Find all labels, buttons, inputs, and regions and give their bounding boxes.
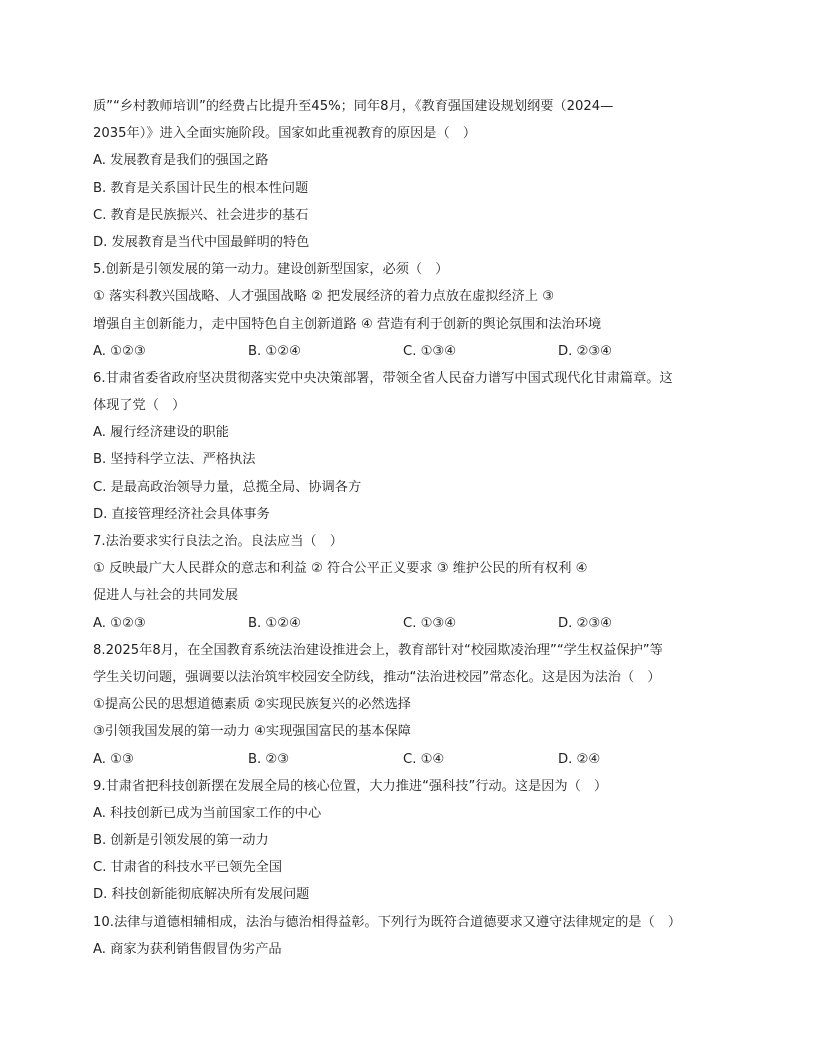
q5-options [93, 338, 733, 365]
q7-statements-line-1: ① 反映最广大人民群众的意志和利益 ② 符合公平正义要求 ③ 维护公民的所有权利 ④ [93, 561, 588, 577]
q7-statements-line-2: 促进人与社会的共同发展 [93, 588, 239, 604]
q8-options [93, 746, 733, 773]
q10-stem: 10.法律与道德相辅相成，法治与德治相得益彰。下列行为既符合道德要求又遵守法律规定的是（ ） [93, 914, 682, 930]
q9-stem: 9.甘肃省把科技创新摆在发展全局的核心位置，大力推进“强科技”行动。这是因为（ ） [93, 778, 608, 794]
q7-option-c: C. ①③④ [403, 615, 457, 631]
q5-option-c: C. ①③④ [403, 343, 457, 359]
q6-stem-line-1: 6.甘肃省委省政府坚决贯彻落实党中央决策部署，带领全省人民奋力谱写中国式现代化甘肃篇章。这 [93, 370, 673, 386]
q4-option-c: C. 教育是民族振兴、社会进步的基石 [93, 207, 309, 223]
q7-option-d: D. ②③④ [558, 615, 613, 631]
q5-stem: 5.创新是引领发展的第一动力。建设创新型国家，必须（ ） [93, 262, 449, 278]
q7-option-a: A. ①②③ [93, 615, 146, 631]
q10-option-a: A. 商家为获利销售假冒伪劣产品 [93, 941, 282, 957]
q8-statements-line-1: ①提高公民的思想道德素质 ②实现民族复兴的必然选择 [93, 697, 411, 713]
q5-option-b: B. ①②④ [248, 343, 301, 359]
q4-stem-line-1: 质”“乡村教师培训”的经费占比提升至45%；同年8月，《教育强国建设规划纲要（2024— [93, 99, 614, 114]
question-list [93, 93, 733, 963]
q6-option-c: C. 是最高政治领导力量，总揽全局、协调各方 [93, 479, 362, 495]
q6-option-d: D. 直接管理经济社会具体事务 [93, 506, 270, 522]
q6-option-a: A. 履行经济建设的职能 [93, 425, 229, 441]
q9-option-a: A. 科技创新已成为当前国家工作的中心 [93, 805, 322, 821]
q8-option-c: C. ①④ [403, 751, 445, 767]
q9-option-c: C. 甘肃省的科技水平已领先全国 [93, 860, 283, 876]
q6-option-b: B. 坚持科学立法、严格执法 [93, 452, 256, 468]
q5-option-a: A. ①②③ [93, 343, 146, 359]
q8-stem-line-1: 8.2025年8月，在全国教育系统法治建设推进会上，教育部针对“校园欺凌治理”“学生权益保护”等 [93, 642, 663, 658]
q8-stem-line-2: 学生关切问题，强调要以法治筑牢校园安全防线，推动“法治进校园”常态化。这是因为法治（ ） [93, 669, 661, 685]
q5-statements-line-2: 增强自主创新能力，走中国特色自主创新道路 ④ 营造有利于创新的舆论氛围和法治环境 [93, 316, 602, 332]
q9-option-b: B. 创新是引领发展的第一动力 [93, 833, 269, 849]
q6-stem-line-2: 体现了党（ ） [93, 398, 186, 414]
q7-option-b: B. ①②④ [248, 615, 301, 631]
q4-option-a: A. 发展教育是我们的强国之路 [93, 153, 269, 169]
q4-option-d: D. 发展教育是当代中国最鲜明的特色 [93, 234, 310, 250]
q4-stem-line-2: 2035年）》进入全面实施阶段。国家如此重视教育的原因是（ ） [93, 126, 477, 142]
q5-option-d: D. ②③④ [558, 343, 613, 359]
q8-option-d: D. ②④ [558, 751, 601, 767]
q7-stem: 7.法治要求实行良法之治。良法应当（ ） [93, 534, 343, 549]
q4-option-b: B. 教育是关系国计民生的根本性问题 [93, 180, 309, 196]
q5-statements-line-1: ① 落实科教兴国战略、人才强国战略 ② 把发展经济的着力点放在虚拟经济上 ③ [93, 289, 555, 305]
q7-options [93, 610, 733, 637]
q8-statements-line-2: ③引领我国发展的第一动力 ④实现强国富民的基本保障 [93, 724, 411, 740]
q8-option-b: B. ②③ [248, 751, 290, 767]
q9-option-d: D. 科技创新能彻底解决所有发展问题 [93, 887, 310, 903]
q8-option-a: A. ①③ [93, 751, 134, 767]
